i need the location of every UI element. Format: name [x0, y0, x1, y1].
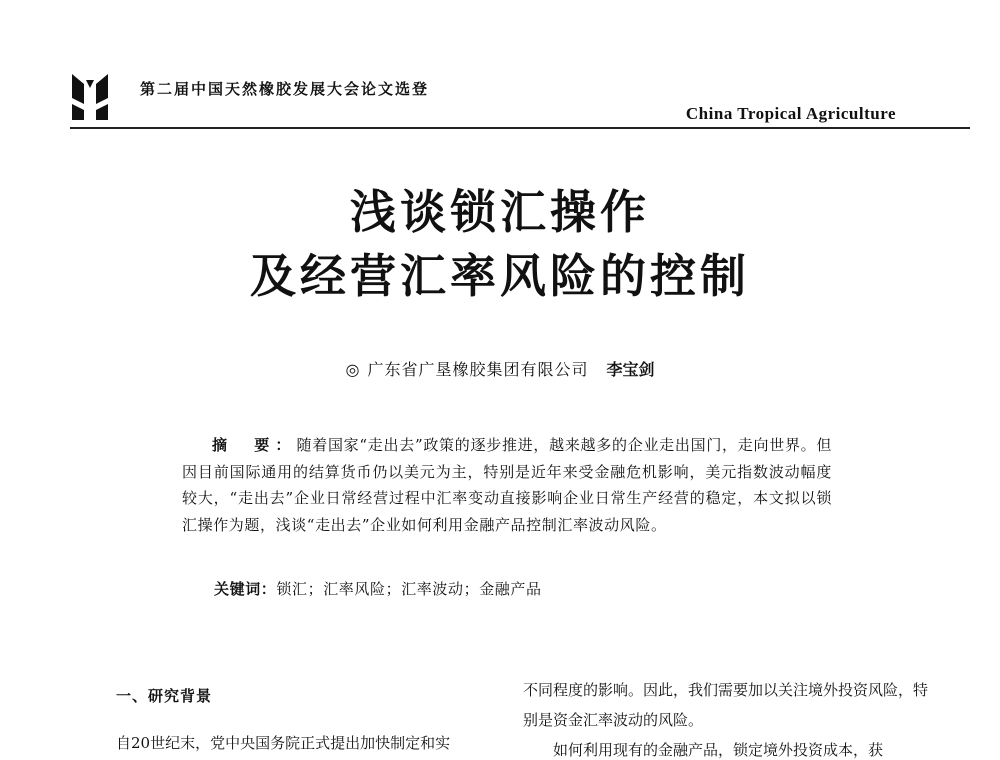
body-column-right — [523, 675, 933, 760]
section-heading: 一、研究背景 — [116, 687, 213, 705]
title-line-2: 及经营汇率风险的控制 — [250, 249, 750, 303]
keywords — [214, 578, 542, 599]
abstract — [182, 432, 832, 538]
body-paragraph-left: 自20世纪末，党中央国务院正式提出加快制定和实 — [116, 734, 451, 752]
abstract-text: 随着国家“走出去”政策的逐步推进，越来越多的企业走出国门，走向世界。但因目前国际通用的结算货币仍以美元为主，特别是近年来受金融危机影响，美元指数波动幅度较大，“走出去”企业日常经营过程中汇率变动直接影响企业日常生产经营的稳定，本文拟以锁汇操作为题，浅谈“走出去”企业如何利用金融产品控制汇率波动风险。 — [182, 436, 832, 534]
author-organization: 广东省广垦橡胶集团有限公司 — [367, 360, 589, 379]
keywords-text: 锁汇；汇率风险；汇率波动；金融产品 — [276, 580, 542, 598]
journal-name-english: China Tropical Agriculture — [685, 104, 896, 123]
article-title — [0, 180, 1000, 308]
author-name: 李宝剑 — [606, 360, 655, 379]
keywords-label: 关键词： — [214, 580, 277, 598]
body-paragraph-right-2: 如何利用现有的金融产品，锁定境外投资成本，获 — [553, 741, 884, 759]
journal-logo-icon — [70, 70, 110, 120]
abstract-label: 摘 要： — [212, 436, 297, 454]
author-line — [0, 357, 1000, 380]
title-line-1: 浅谈锁汇操作 — [350, 185, 650, 239]
body-paragraph-right-1: 不同程度的影响。因此，我们需要加以关注境外投资风险，特别是资金汇率波动的风险。 — [523, 681, 929, 729]
header-divider — [70, 127, 970, 129]
author-bullet-icon: ◎ — [345, 360, 360, 379]
journal-series-title: 第二届中国天然橡胶发展大会论文选登 — [140, 80, 430, 98]
